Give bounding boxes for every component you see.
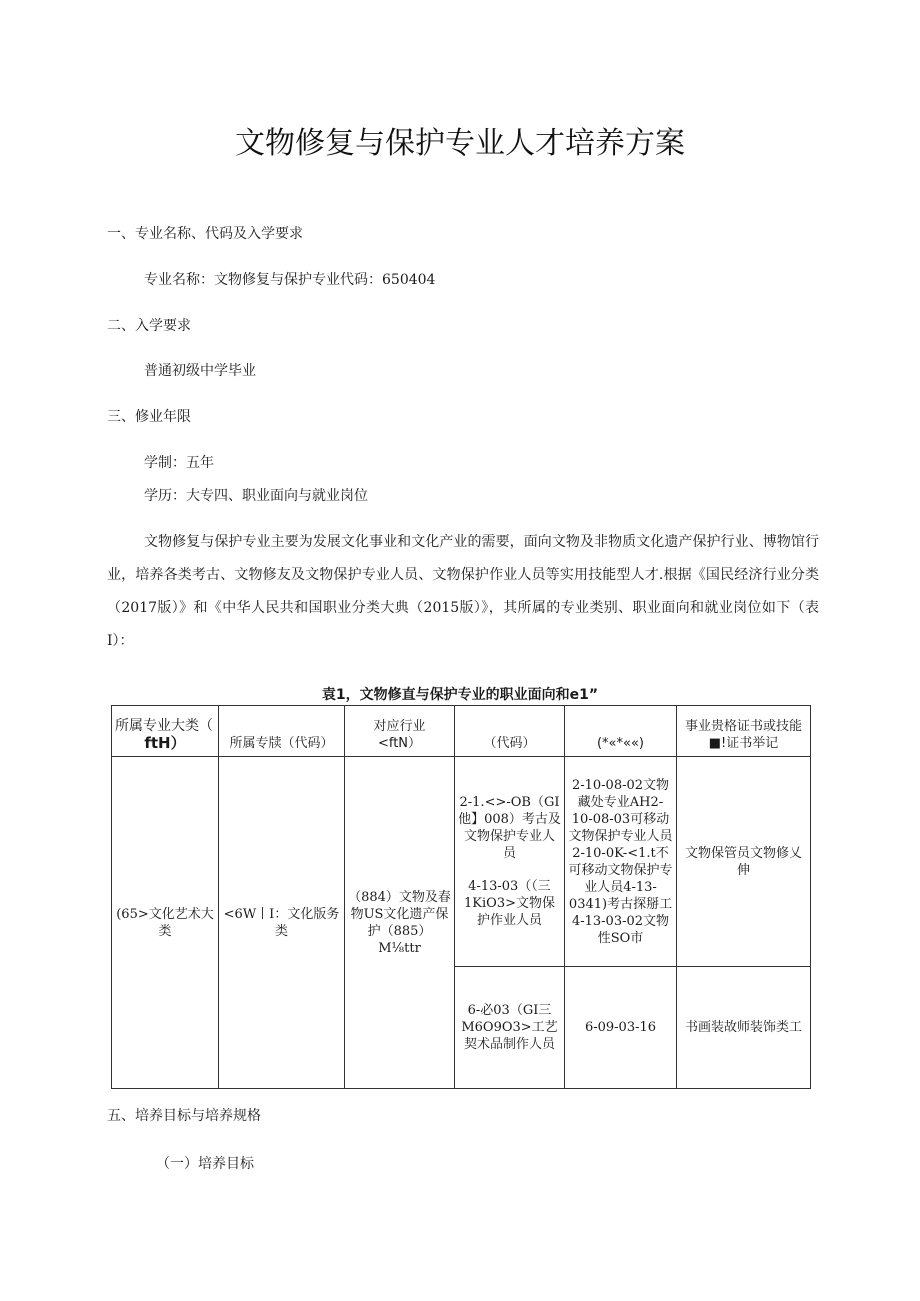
- duration-line: 学制：五年: [144, 455, 214, 471]
- major-name-line: 专业名称：文物修复与保护专业代码：650404: [144, 272, 436, 288]
- cell-certificate-1: 文物保管员文物修乂伸: [677, 757, 811, 967]
- cell-post-2: 6-09-03-16: [565, 967, 677, 1089]
- section-5-heading: 五、培养目标与培养规格: [107, 1108, 261, 1124]
- header-major-category: 所属专业大类（ ftH）: [112, 706, 219, 757]
- header-industry: 对应行业 <ftN）: [345, 706, 455, 757]
- career-table: [111, 705, 811, 1089]
- career-paragraph: 文物修复与保护专业主要为发展文化事业和文化产业的需要，面向文物及非物质文化遗产保护行业、博物馆行业，培养各类考古、文物修友及文物保护专业人员、文物保护作业人员等实用技能型人才.根据《国民经济行业分类（2017版）》和《中华人民共和国职业分类大典（2015版）》，其所属的专业类别、职业面向和就业岗位如下（表I）：: [107, 534, 819, 649]
- cell-post-1: 2-10-08-02文物藏处专业AH2-10-08-03可移动文物保护专业人员2-10-0K-<1.t不可移动文物保护专业人员4-13-0341)考古探掰工4-13-03-02文物性SO市: [565, 757, 677, 967]
- header-occupation: （代码）: [455, 706, 565, 757]
- cell-major-category: (65>文化艺术大类: [112, 757, 219, 1089]
- training-goal-subheading: （一）培养目标: [156, 1156, 254, 1172]
- section-3-heading: 三、修业年限: [107, 409, 191, 425]
- table-caption: 袁1，文物修直与保护专业的职业面向和e1”: [321, 687, 599, 703]
- header-major: 所属专牍（代码）: [219, 706, 345, 757]
- header-post: (*«*««): [565, 706, 677, 757]
- table-row: [112, 757, 811, 967]
- cell-industry: （884）文物及春物US文化遗产保护（885）M⅛ttr: [345, 757, 455, 1089]
- table-header-row: [112, 706, 811, 757]
- cell-certificate-2: 书画装故师装饰类工: [677, 967, 811, 1089]
- admission-line: 普通初级中学毕业: [144, 363, 256, 379]
- cell-major: <6W丨I：文化版务类: [219, 757, 345, 1089]
- education-line: 学历：大专四、职业面向与就业岗位: [144, 488, 368, 504]
- cell-occupation-1: [455, 757, 565, 967]
- section-1-heading: 一、专业名称、代码及入学要求: [107, 226, 303, 242]
- occupation-1b: 4-13-03（（三1KiO3>文物保护作业人员: [464, 879, 555, 928]
- occupation-1a: 2-1.<>-OB（GI他】008）考古及文物保护专业人员: [458, 795, 561, 861]
- document-title: 文物修复与保护专业人才培养方案: [235, 126, 685, 161]
- section-2-heading: 二、入学要求: [107, 318, 191, 334]
- cell-occupation-2: 6-必03（GI三M6O9O3>工艺契术品制作人员: [455, 967, 565, 1089]
- header-certificate: 事业贵格证书或技能■!证书举记: [677, 706, 811, 757]
